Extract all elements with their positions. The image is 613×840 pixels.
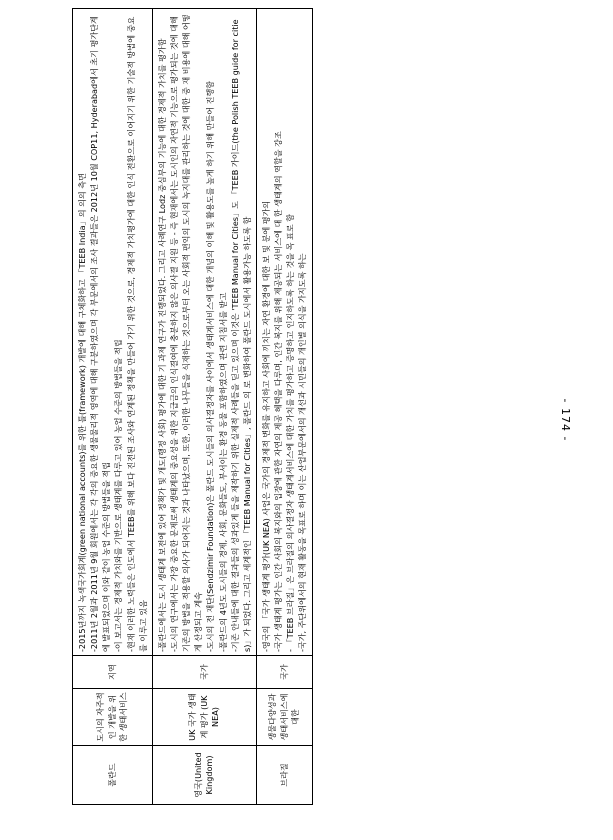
table-body bbox=[72, 9, 312, 805]
desc-line: -도시의 전 재단(Sendzimir Foundation)은 폴란드 도시들의 의사결정자를 사이에서 생태계서비스에 대한 개념의 이해 및 활용도를 높게 하기 위해 만들어 진행함 bbox=[204, 80, 215, 652]
desc-line: -영국의 「국가 생태계 평가(UK NEA) 사업은 국가의 경제적 변화를 유지하고 사회에 끼치는 자연 환경에 대한 보 및 분에 평가의 bbox=[260, 200, 271, 652]
cell-scale: 국가 bbox=[152, 656, 256, 689]
cell-description bbox=[72, 9, 152, 656]
desc-line: -기존 안내들에 대한 결과들의 성과있게 들을 제작하기 위한 실제적 사례들을 딛고 있으며 이것은 'TEEB Manual for Cities」도 「TEEB 가이드(the Polish TEEB guide for cities)」가 되었다. 그리고 세계적인 「TEEB Manual for Cities」, 폴란드 의 로 변화하여 폴란드 도시에서 활용가능 하도록 함 bbox=[229, 19, 252, 652]
cell-country: 브라질 bbox=[256, 746, 312, 805]
cell-description bbox=[152, 9, 256, 656]
cell-description bbox=[256, 9, 312, 656]
table-row bbox=[152, 9, 256, 805]
desc-line: - 「TEEB 브라질」은 브라질의 의사결정자 생태계서비스에 대한 가치를 평가하고 증명하고 인지하도록 하는 것을 목 표로 함 bbox=[284, 213, 295, 652]
cell-scale: 국가 bbox=[256, 656, 312, 689]
page-number: - 174 - bbox=[559, 398, 573, 442]
table-row bbox=[72, 9, 152, 805]
desc-line: -도시의 연구에서는 가장 중요한 문제로써 생태계의 중요성을 위한 지급금의 인식결여에 충분하지 않은 의사결 지원 등 - 즉 현재에서는 도시인의 자연적 기능으로 평가되는 것에 대해 기존의 방법을 적용할 의사가 되어지는 것과 나타났으며, 또한, 이러한 나무들을 식재하는 것으로부터 오는 사회적 편익의 도시의 녹지대를 관리하는 것에 대한 중 재 비용에 대해 어떻게 산정되고 계속 bbox=[168, 14, 203, 652]
desc-line: -현재 이러한 노력들은 인도에서 TEEB를 위해 보다 진전된 조사와 연계된 정책을 만들어 가기 위한 것으로, 경제적 가치평가에 대한 인식 전환으로 이어지기 위한 기술적 방법에 중요를 이루고 있음 bbox=[125, 16, 148, 652]
desc-line: -폴란드에서는 도시 생태계 보전에 있어 정책가 및 개도(행정 사회) 평가에 대한 기 과제 연구가 진행되었다. 그리고 사례연구 Lodz 중심부의 기능에 대한 경제적 가치를 평가함 bbox=[156, 38, 167, 652]
desc-line: -2011년 2월과 2011년 9월 회원에서는 각 각의 중요한 생물물리적 영역에 대해 구분하였으며 각 부문에서의 조사 결과들은 2012년 10월 COP11, Hyderabad에서 초기 평가단계에 발표되었으며 이와 같이 농업 수준의 방법들을 적립 bbox=[88, 16, 111, 652]
rotated-table-wrapper bbox=[72, 14, 542, 805]
cell-scale: 지역 bbox=[72, 656, 152, 689]
desc-line: -국가, 주단위에서의 현재 활동을 목표로 하며 이는 산업부문에서의 개선과 시민들의 개인별 의식을 가지도록 하는 bbox=[296, 253, 307, 652]
desc-line: -이 보고서는 경제적 가치와를 기반으로 생태계를 다루고 있어 농업 수준의 방법들을 적립 bbox=[112, 339, 123, 652]
cell-service: UK 국가 생태계 평가 (UK NEA) bbox=[152, 689, 256, 746]
cell-service: 생물다양성과 생태서비스에 대한 bbox=[256, 689, 312, 746]
desc-line: -2015년까지 녹색국가회계(green national accounts)를 위한 틀(framework) 개발에 대해 구체화하고 「TEEB India」의 의의 측면 bbox=[76, 173, 87, 652]
desc-line: -국가 생태계 평가는 인간 사회의 복지와의 입장에 관한 자연의 제공 혜택을 다루며, 인간 복지를 위해 제공되는 서비스에 대 한 생태계의 역할을 강조 bbox=[272, 131, 283, 652]
cell-service: 도시의 자주적인 개발을 위한 생태서비스 bbox=[72, 689, 152, 746]
desc-line: -폴란드의 4년도 도시들의 경제, 사회, 문화들도, 부서이는 환경 동물 포함하였으며 관련 지침서를 받고 bbox=[217, 292, 228, 652]
cell-country: 영국(United Kingdom) bbox=[152, 746, 256, 805]
cell-country: 폴란드 bbox=[72, 746, 152, 805]
table-row bbox=[256, 9, 312, 805]
content-table bbox=[72, 8, 313, 805]
